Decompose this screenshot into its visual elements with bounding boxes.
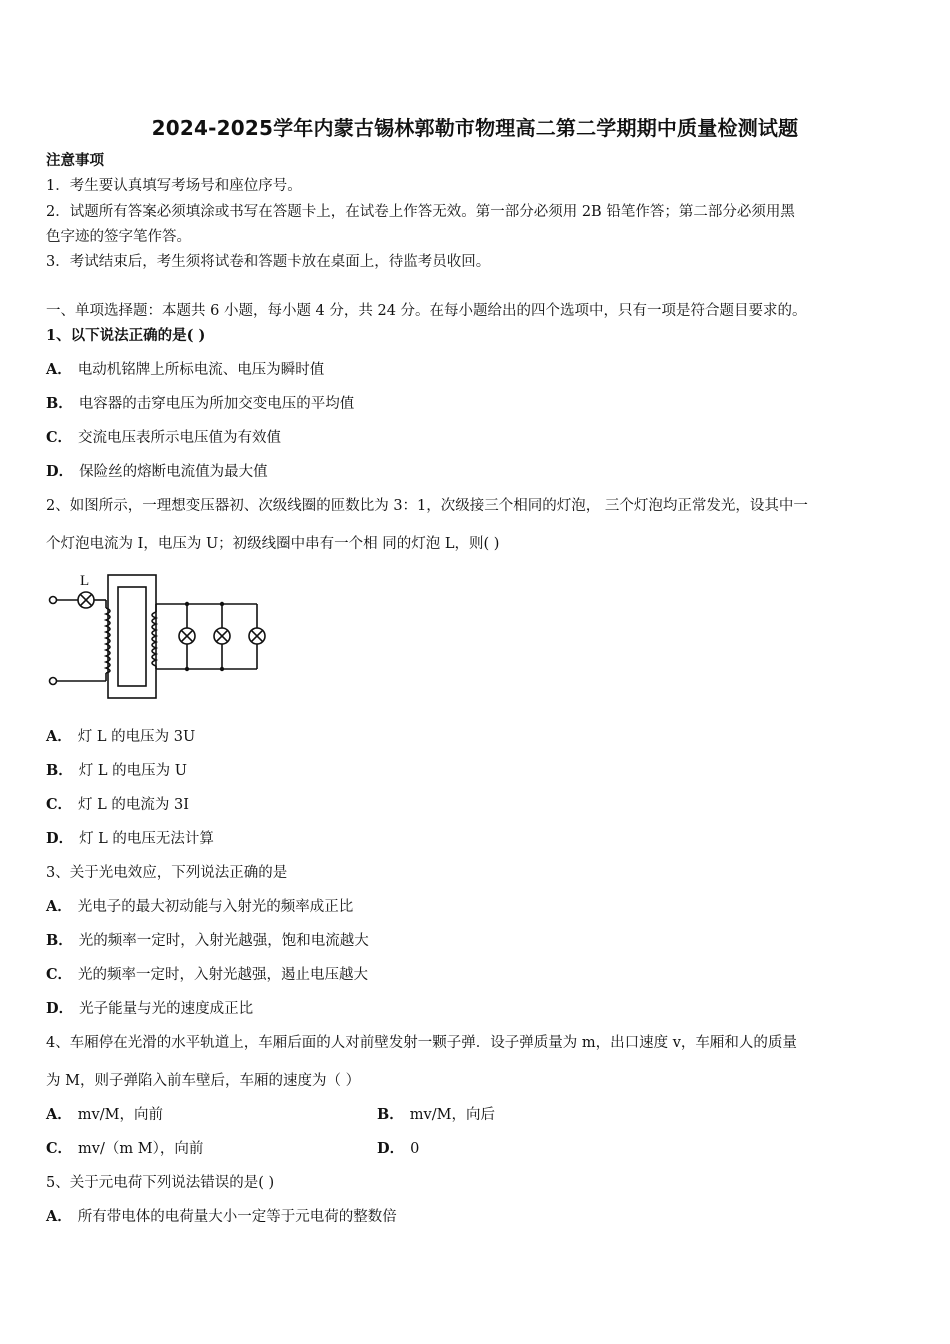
question-4-option-c xyxy=(46,1140,203,1158)
question-2-option-b xyxy=(46,762,187,780)
option-letter: D． xyxy=(377,1140,405,1157)
option-text: 电容器的击穿电压为所加交变电压的平均值 xyxy=(78,396,355,412)
question-3-option-c xyxy=(46,966,368,984)
option-letter: B． xyxy=(46,762,73,779)
transformer-core-inner xyxy=(118,587,146,686)
question-1-option-b xyxy=(46,395,354,413)
lamp-l-label: L xyxy=(80,573,90,589)
notice-item: 2．试题所有答案必须填涂或书写在答题卡上，在试卷上作答无效。第一部分必须用 2B 铅笔作答；第二部分必须用黑 xyxy=(46,204,795,220)
section-heading: 一、单项选择题：本题共 6 小题，每小题 4 分，共 24 分。在每小题给出的四个选项中，只有一项是符合题目要求的。 xyxy=(46,303,807,319)
option-letter: B． xyxy=(377,1106,404,1123)
option-text: 光子能量与光的速度成正比 xyxy=(79,1001,254,1017)
notice-item: 色字迹的签字笔作答。 xyxy=(46,229,191,245)
option-text: 灯 L 的电流为 3I xyxy=(78,797,189,813)
option-letter: D． xyxy=(46,1000,74,1017)
question-3-option-b xyxy=(46,932,369,950)
option-letter: A． xyxy=(46,898,72,915)
option-letter: B． xyxy=(46,932,73,949)
question-2-option-a xyxy=(46,728,195,746)
option-text: 灯 L 的电压无法计算 xyxy=(79,831,214,847)
question-2-stem-line2: 个灯泡电流为 I，电压为 U；初级线圈中串有一个相 同的灯泡 L，则( ) xyxy=(46,536,500,552)
option-letter: A． xyxy=(46,361,72,378)
option-text: 光电子的最大初动能与入射光的频率成正比 xyxy=(77,899,354,915)
option-text: 灯 L 的电压为 3U xyxy=(77,729,196,745)
question-5-stem: 5、关于元电荷下列说法错误的是( ) xyxy=(46,1175,275,1191)
option-text: 0 xyxy=(410,1141,420,1157)
transformer-circuit-diagram xyxy=(44,568,274,704)
question-4-option-d xyxy=(377,1140,419,1158)
option-text: 所有带电体的电荷量大小一定等于元电荷的整数倍 xyxy=(77,1209,397,1225)
question-1-option-c xyxy=(46,429,281,447)
question-1-option-a xyxy=(46,361,324,379)
option-text: 光的频率一定时，入射光越强，遏止电压越大 xyxy=(78,967,369,983)
notice-heading: 注意事项 xyxy=(46,152,104,169)
question-5-option-a xyxy=(46,1208,397,1226)
question-2-option-d xyxy=(46,830,214,848)
option-text: mv/M，向后 xyxy=(409,1107,495,1123)
terminal-bottom xyxy=(50,678,57,685)
option-letter: D． xyxy=(46,830,74,847)
question-4-option-b xyxy=(377,1106,495,1124)
option-letter: D． xyxy=(46,463,74,480)
question-2-option-c xyxy=(46,796,189,814)
option-letter: C． xyxy=(46,1140,73,1157)
option-text: 电动机铭牌上所标电流、电压为瞬时值 xyxy=(77,362,325,378)
option-letter: C． xyxy=(46,429,73,446)
option-text: 光的频率一定时，入射光越强，饱和电流越大 xyxy=(78,933,369,949)
transformer-core-outer xyxy=(108,575,156,698)
terminal-top xyxy=(50,597,57,604)
question-4-option-a xyxy=(46,1106,163,1124)
question-1-stem: 1、以下说法正确的是( ) xyxy=(46,327,206,344)
notice-item: 3．考试结束后，考生须将试卷和答题卡放在桌面上，待监考员收回。 xyxy=(46,254,491,270)
option-text: 保险丝的熔断电流值为最大值 xyxy=(79,464,268,480)
question-2-stem-line1: 2、如图所示，一理想变压器初、次级线圈的匝数比为 3：1，次级接三个相同的灯泡， 三个灯泡均正常发光，设其中一 xyxy=(46,498,808,514)
option-text: mv/（m M），向前 xyxy=(78,1141,204,1157)
option-letter: A． xyxy=(46,1208,72,1225)
option-letter: B． xyxy=(46,395,73,412)
question-3-stem: 3、关于光电效应，下列说法正确的是 xyxy=(46,865,288,881)
option-text: 交流电压表所示电压值为有效值 xyxy=(78,430,282,446)
page-title: 2024-2025学年内蒙古锡林郭勒市物理高二第二学期期中质量检测试题 xyxy=(151,116,799,140)
question-3-option-a xyxy=(46,898,353,916)
question-4-stem-line1: 4、车厢停在光滑的水平轨道上，车厢后面的人对前壁发射一颗子弹．设子弹质量为 m，出口速度 v，车厢和人的质量 xyxy=(46,1035,797,1051)
option-letter: A． xyxy=(46,728,72,745)
question-1-option-d xyxy=(46,463,268,481)
notice-item: 1．考生要认真填写考场号和座位序号。 xyxy=(46,178,302,194)
option-text: mv/M，向前 xyxy=(77,1107,163,1123)
option-letter: A． xyxy=(46,1106,72,1123)
option-letter: C． xyxy=(46,796,73,813)
option-text: 灯 L 的电压为 U xyxy=(78,763,187,779)
option-letter: C． xyxy=(46,966,73,983)
question-4-stem-line2: 为 M，则子弹陷入前车壁后，车厢的速度为（ ） xyxy=(46,1073,361,1089)
question-3-option-d xyxy=(46,1000,253,1018)
